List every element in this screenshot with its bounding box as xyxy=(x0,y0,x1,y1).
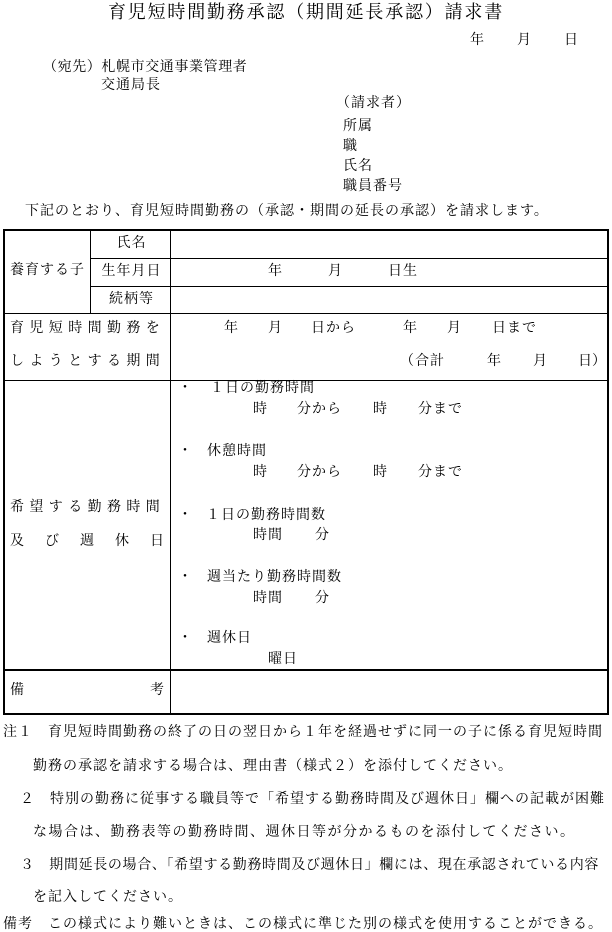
break-to-minute: 分まで xyxy=(418,465,463,480)
addressee-line2: 交通局長 xyxy=(101,78,161,93)
child-group-label: 養育する子 xyxy=(10,263,85,278)
period-to-day: 日まで xyxy=(492,321,537,336)
requester-position-label: 職 xyxy=(343,139,358,154)
daily-hours-to-minute: 分まで xyxy=(418,402,463,417)
date-day-label: 日 xyxy=(564,33,579,48)
weekly-total-hours: 時間 xyxy=(253,591,283,606)
period-label-line1: 育児短時間勤務を xyxy=(10,321,166,336)
birth-year-label: 年 xyxy=(268,264,283,279)
daily-hours-to-hour: 時 xyxy=(373,402,388,417)
hours-label-line2: 及び週休日 xyxy=(10,534,185,549)
request-statement: 下記のとおり、育児短時間勤務の（承認・期間の延長の承認）を請求します。 xyxy=(25,204,549,219)
daily-hours-from-hour: 時 xyxy=(253,402,268,417)
daily-total-minutes: 分 xyxy=(315,528,330,543)
birth-day-label: 日生 xyxy=(388,264,418,279)
daily-total-hours: 時間 xyxy=(253,528,283,543)
hours-label-line1: 希望する勤務時間 xyxy=(10,500,166,515)
daily-hours-from-minute: 分から xyxy=(297,402,342,417)
bullet: ・ xyxy=(178,508,193,523)
addressee-line1: （宛先）札幌市交通事業管理者 xyxy=(43,60,248,75)
note-line: を記入してください。 xyxy=(33,890,183,905)
note-line: 注１ 育児短時間勤務の終了の日の翌日から１年を経過せずに同一の子に係る育児短時間 xyxy=(3,725,603,740)
note-line: な場合は、勤務表等の勤務時間、週休日等が分かるものを添付してください。 xyxy=(33,825,576,840)
weekly-total-label: 週当たり勤務時間数 xyxy=(207,570,342,585)
daily-hours-label: １日の勤務時間 xyxy=(210,381,315,396)
period-from-day: 日から xyxy=(311,321,356,336)
break-to-hour: 時 xyxy=(373,465,388,480)
table-rule xyxy=(90,286,609,287)
period-total-open: （合計 xyxy=(400,354,445,369)
weekly-rest-day-of-week: 曜日 xyxy=(268,652,298,667)
period-total-month: 月 xyxy=(533,354,548,369)
form-title: 育児短時間勤務承認（期間延長承認）請求書 xyxy=(108,2,504,22)
weekly-total-minutes: 分 xyxy=(315,591,330,606)
period-from-year: 年 xyxy=(224,321,239,336)
note-line: 勤務の承認を請求する場合は、理由書（様式２）を添付してください。 xyxy=(33,759,513,774)
daily-total-label: １日の勤務時間数 xyxy=(206,508,326,523)
period-from-month: 月 xyxy=(268,321,283,336)
requester-affiliation-label: 所属 xyxy=(343,119,373,134)
bullet: ・ xyxy=(178,381,193,396)
table-rule xyxy=(90,258,609,259)
child-name-field xyxy=(172,231,607,257)
period-to-year: 年 xyxy=(403,321,418,336)
date-month-label: 月 xyxy=(517,33,532,48)
bullet: ・ xyxy=(178,444,193,459)
period-label-line2: しようとする期間 xyxy=(10,354,166,369)
requester-name-label: 氏名 xyxy=(343,159,373,174)
requester-heading: （請求者） xyxy=(336,96,411,111)
child-relation-label: 続柄等 xyxy=(109,292,154,307)
table-rule xyxy=(3,669,609,671)
period-total-year: 年 xyxy=(487,354,502,369)
period-to-month: 月 xyxy=(447,321,462,336)
birth-month-label: 月 xyxy=(328,264,343,279)
bullet: ・ xyxy=(178,631,193,646)
note-line: ３ 期間延長の場合、「希望する勤務時間及び週休日」欄には、現在承認されている内容 xyxy=(20,858,599,873)
footnote: 備考 この様式により難いときは、この様式に準じた別の様式を使用することができる。 xyxy=(3,917,603,932)
break-from-hour: 時 xyxy=(253,465,268,480)
break-from-minute: 分から xyxy=(297,465,342,480)
weekly-rest-label: 週休日 xyxy=(207,631,252,646)
remarks-label: 備考 xyxy=(10,683,290,698)
child-birth-label: 生年月日 xyxy=(101,264,162,279)
table-rule xyxy=(3,313,609,314)
date-year-label: 年 xyxy=(470,33,485,48)
period-total-day: 日） xyxy=(578,354,606,369)
child-name-label: 氏名 xyxy=(116,236,147,251)
note-line: ２ 特別の勤務に従事する職員等で「希望する勤務時間及び週休日」欄への記載が困難 xyxy=(20,792,605,807)
bullet: ・ xyxy=(178,570,193,585)
requester-employee-number-label: 職員番号 xyxy=(343,179,403,194)
child-relation-field xyxy=(172,288,607,312)
break-time-label: 休憩時間 xyxy=(207,444,267,459)
